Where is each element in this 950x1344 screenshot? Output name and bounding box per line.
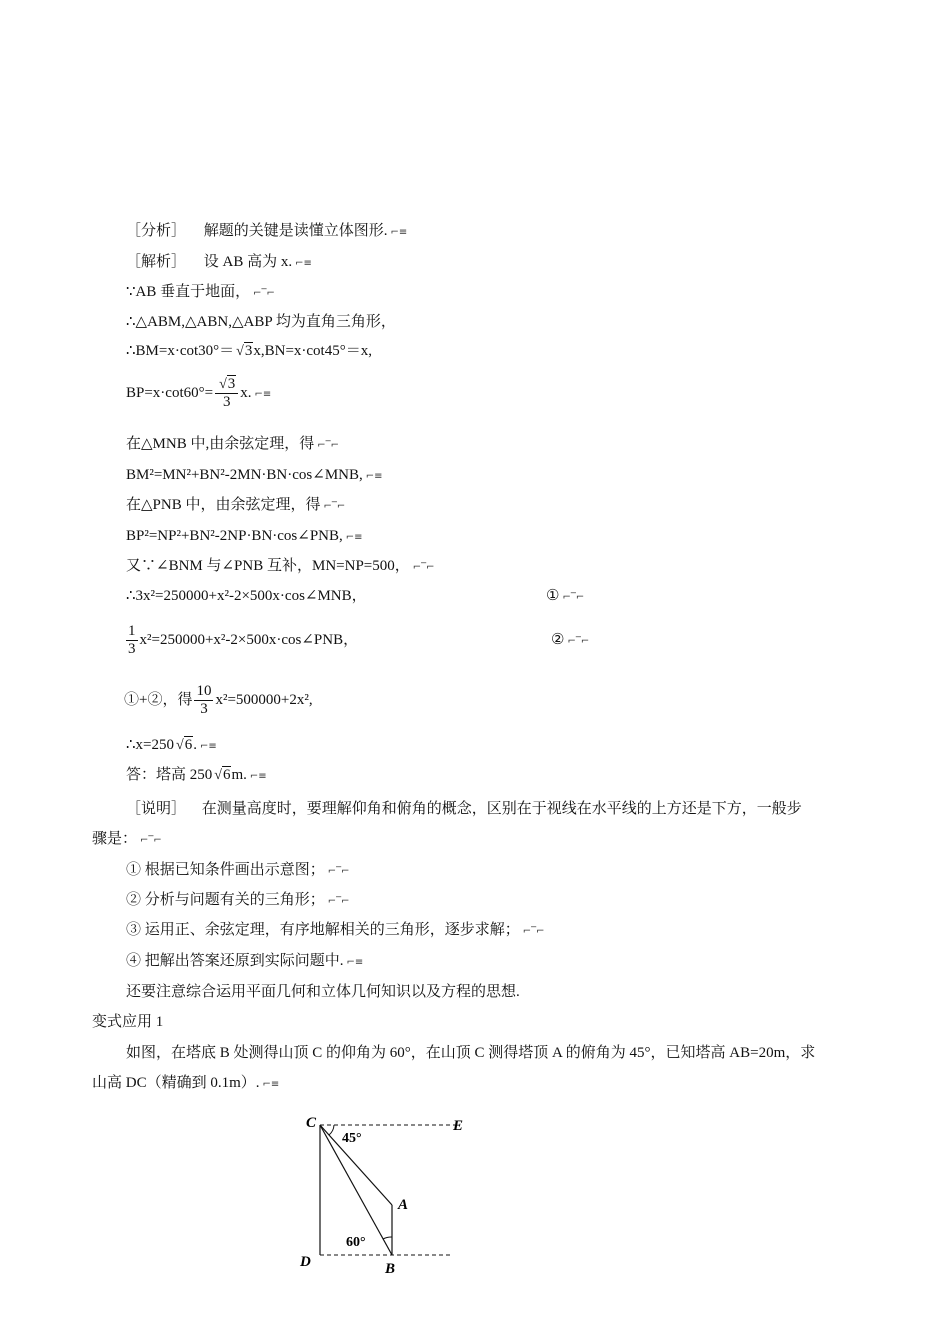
paragraph-mark-icon: ⌐≡ xyxy=(249,771,267,782)
solution-line-8 xyxy=(126,495,345,517)
angle-arc-60 xyxy=(383,1237,392,1239)
fraction xyxy=(126,623,138,658)
solution-text: x. xyxy=(240,385,252,401)
solution-line-1 xyxy=(126,252,312,274)
analysis-line xyxy=(126,221,407,243)
variant-title xyxy=(92,1012,163,1032)
solution-line-7 xyxy=(126,465,383,487)
fraction-denominator: 3 xyxy=(222,394,231,411)
solution-text: 在△MNB 中,由余弦定理，得 xyxy=(126,436,315,452)
note-step-text: ④ 把解出答案还原到实际问题中. xyxy=(126,953,344,969)
solution-line-14 xyxy=(126,735,217,757)
note-closing-text: 还要注意综合运用平面几何和立体几何知识以及方程的思想. xyxy=(126,984,520,1000)
note-text: 在测量高度时，要理解仰角和俯角的概念，区别在于视线在水平线的上方还是下方，一般步 xyxy=(201,801,802,817)
variant-line-2 xyxy=(92,1073,279,1095)
solution-line-10 xyxy=(126,556,435,578)
note-step-4 xyxy=(126,951,363,973)
solution-line-5 xyxy=(126,374,271,414)
equation-marker: ① xyxy=(546,588,560,604)
solution-text: ∴x=250 xyxy=(126,737,175,753)
note-step-2 xyxy=(126,890,350,912)
sqrt-expression xyxy=(176,735,193,756)
analysis-text: 解题的关键是读懂立体图形. xyxy=(203,223,388,239)
solution-text: ∴3x²=250000+x²-2×500x·cos∠MNB， xyxy=(126,588,367,604)
sqrt-value: 6 xyxy=(184,737,193,753)
sqrt-value: 6 xyxy=(222,767,231,783)
angle-label-60: 60° xyxy=(346,1235,366,1250)
solution-line-4 xyxy=(126,341,372,362)
paragraph-mark-icon: ⌐≡ xyxy=(345,532,363,543)
solution-line-11 xyxy=(126,586,367,606)
solution-text: 在△PNB 中，由余弦定理，得 xyxy=(126,497,321,513)
line-break-mark-icon: ⌐‾⌐ xyxy=(327,896,350,907)
equation-marker-1 xyxy=(546,586,584,608)
geometry-figure xyxy=(290,1105,490,1290)
solution-text: x²=250000+x²-2×500x·cos∠PNB， xyxy=(139,632,359,648)
solution-text: ∴△ABM,△ABN,△ABP 均为直角三角形， xyxy=(126,314,396,330)
fraction-denominator: 3 xyxy=(128,641,136,658)
solution-line-2 xyxy=(126,282,275,304)
note-step-text: ③ 运用正、余弦定理，有序地解相关的三角形，逐步求解； xyxy=(126,922,520,938)
answer-text: m. xyxy=(231,767,247,783)
solution-text: ∵AB 垂直于地面， xyxy=(126,284,251,300)
equation-marker-2 xyxy=(551,630,589,652)
answer-text: 答：塔高 250 xyxy=(126,767,213,783)
fraction-numerator: 10 xyxy=(196,683,212,700)
point-label-d: D xyxy=(300,1254,311,1270)
radical-icon: √ xyxy=(214,768,222,783)
variant-title-text: 变式应用 1 xyxy=(92,1014,164,1030)
equation-marker: ② xyxy=(551,632,565,648)
note-step-3 xyxy=(126,920,545,942)
angle-arc-45 xyxy=(329,1125,334,1135)
sqrt-expression xyxy=(214,765,231,786)
fraction-numerator: 1 xyxy=(128,623,136,640)
variant-line-1 xyxy=(126,1043,815,1063)
point-label-a: A xyxy=(398,1197,409,1213)
point-label-e: E xyxy=(453,1118,464,1134)
solution-text: 又∵∠BNM 与∠PNB 互补，MN=NP=500， xyxy=(126,558,410,574)
line-break-mark-icon: ⌐‾⌐ xyxy=(140,835,162,846)
note-step-text: ① 根据已知条件画出示意图； xyxy=(126,862,325,878)
solution-text: x²=500000+2x², xyxy=(215,692,313,708)
solution-text: ∴BM=x·cot30°＝ xyxy=(126,343,235,359)
angle-label-45: 45° xyxy=(342,1131,362,1146)
note-step-1 xyxy=(126,860,350,882)
paragraph-mark-icon: ⌐≡ xyxy=(346,957,364,968)
solution-text: ①+②，得 xyxy=(124,692,193,708)
solution-text: . xyxy=(193,737,197,753)
fraction-numerator: 3 xyxy=(227,376,236,393)
paragraph-mark-icon: ⌐≡ xyxy=(199,741,217,752)
solution-label: ［解析］ xyxy=(126,254,187,270)
line-break-mark-icon: ⌐‾⌐ xyxy=(327,866,350,877)
line-break-mark-icon: ⌐‾⌐ xyxy=(317,440,339,451)
note-text: 骤是： xyxy=(92,831,138,847)
point-label-c: C xyxy=(306,1115,317,1131)
variant-text: 山高 DC（精确到 0.1m）. xyxy=(92,1075,260,1091)
radical-icon: √ xyxy=(219,377,227,393)
solution-line-6 xyxy=(126,434,339,456)
paragraph-mark-icon: ⌐≡ xyxy=(365,471,383,482)
answer-line xyxy=(126,765,267,787)
note-label: ［说明］ xyxy=(126,801,187,817)
solution-text: BM²=MN²+BN²-2MN·BN·cos∠MNB, xyxy=(126,467,363,483)
solution-line-13 xyxy=(124,680,313,720)
solution-text: x,BN=x·cot45°＝x, xyxy=(253,343,372,359)
line-break-mark-icon: ⌐‾⌐ xyxy=(567,636,590,647)
fraction xyxy=(194,683,213,718)
paragraph-mark-icon: ⌐≡ xyxy=(262,1079,280,1090)
point-label-b: B xyxy=(385,1261,396,1277)
line-break-mark-icon: ⌐‾⌐ xyxy=(562,592,585,603)
note-line-2 xyxy=(92,829,162,851)
line-break-mark-icon: ⌐‾⌐ xyxy=(522,926,545,937)
note-closing xyxy=(126,982,520,1002)
sqrt-expression xyxy=(236,341,253,362)
solution-line-12 xyxy=(124,620,358,660)
solution-line-9 xyxy=(126,526,363,548)
analysis-label: ［分析］ xyxy=(126,223,187,239)
radical-icon: √ xyxy=(176,738,184,753)
variant-text: 如图，在塔底 B 处测得山顶 C 的仰角为 60°，在山顶 C 测得塔顶 A 的俯角为 45°，已知塔高 AB=20m，求 xyxy=(126,1045,816,1061)
line-break-mark-icon: ⌐‾⌐ xyxy=(412,562,435,573)
radical-icon: √ xyxy=(236,344,244,359)
paragraph-mark-icon: ⌐≡ xyxy=(254,389,272,400)
solution-text: BP=x·cot60°= xyxy=(126,385,214,401)
note-step-text: ② 分析与问题有关的三角形； xyxy=(126,892,325,908)
fraction-denominator: 3 xyxy=(200,701,208,718)
solution-line-3 xyxy=(126,312,396,332)
paragraph-mark-icon: ⌐≡ xyxy=(390,227,408,238)
line-break-mark-icon: ⌐‾⌐ xyxy=(323,501,346,512)
solution-text: BP²=NP²+BN²-2NP·BN·cos∠PNB, xyxy=(126,528,343,544)
line-break-mark-icon: ⌐‾⌐ xyxy=(253,288,275,299)
fraction xyxy=(215,376,238,411)
note-line-1 xyxy=(126,799,802,819)
solution-text: 设 AB 高为 x. xyxy=(203,254,293,270)
sqrt-value: 3 xyxy=(244,343,253,359)
paragraph-mark-icon: ⌐≡ xyxy=(295,258,312,269)
